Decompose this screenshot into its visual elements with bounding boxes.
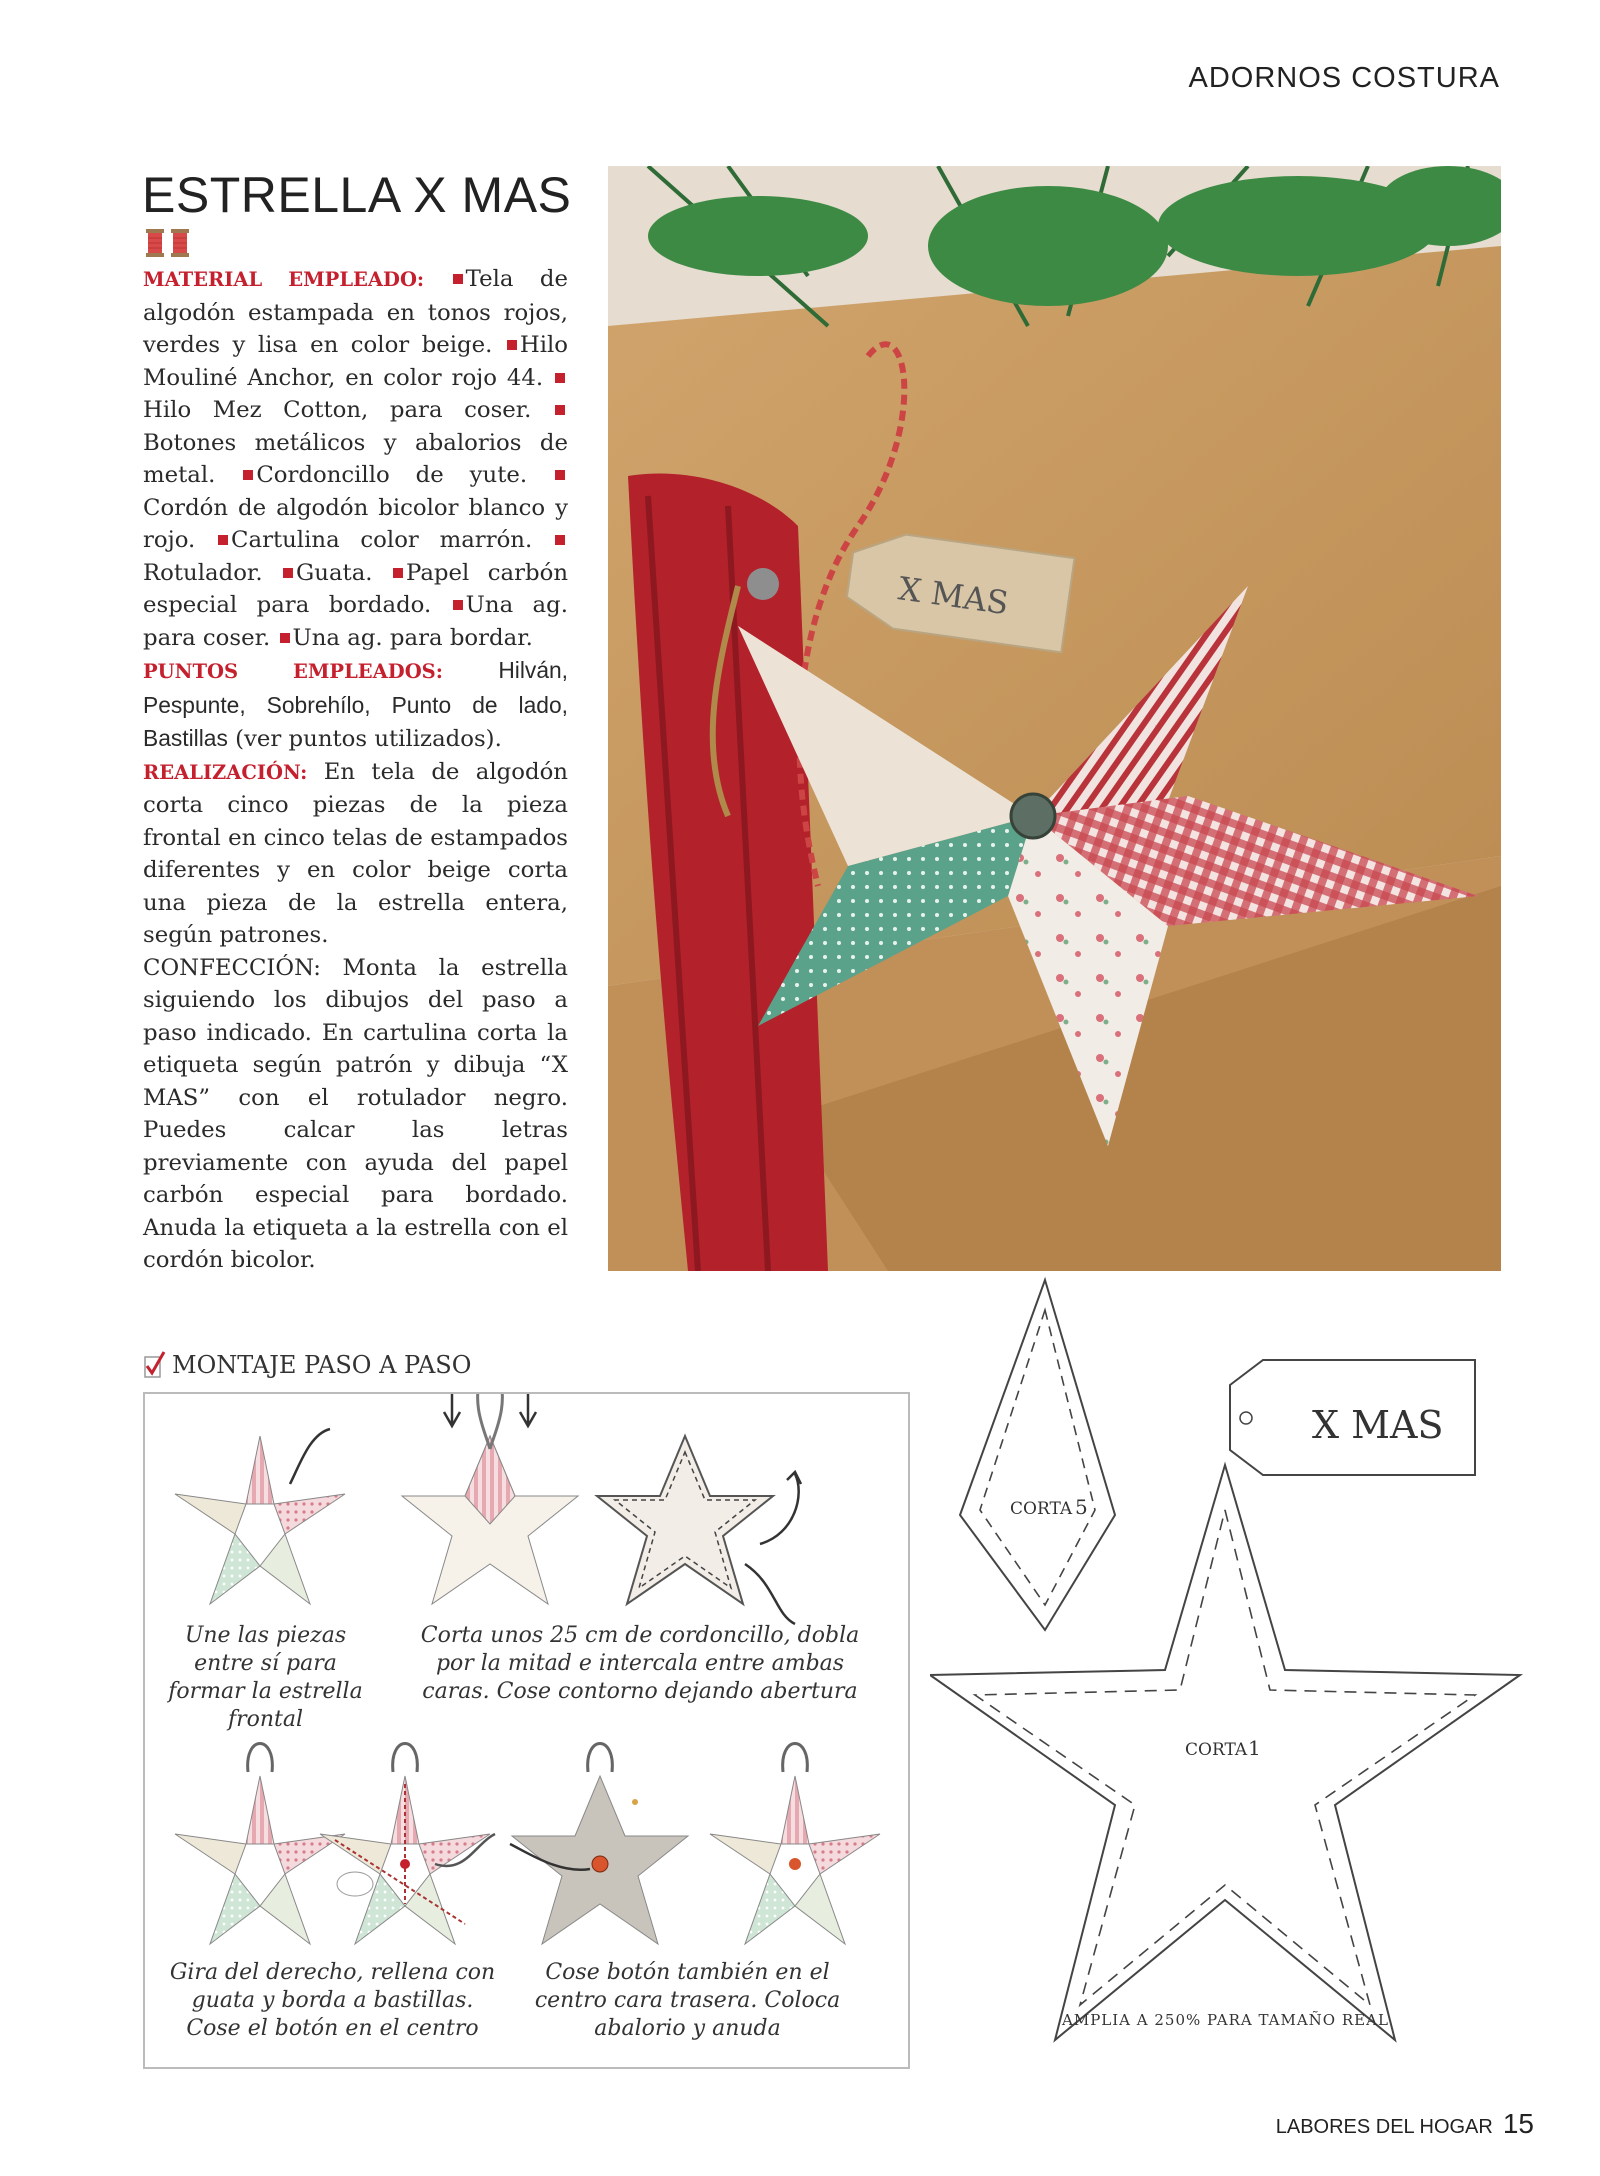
realizacion-paragraph: REALIZACIÓN: En tela de algodón corta cinco piezas de la pieza frontal en cinco telas de estampados diferentes y en color beige corta una pieza de la estrella entera, según patrones. xyxy=(143,758,568,948)
puntos-paragraph: PUNTOS EMPLEADOS: Hilván, Pespunte, Sobrehílo, Punto de lado, Bastillas (ver puntos utilizados). xyxy=(143,657,569,752)
svg-text:X MAS: X MAS xyxy=(1312,1403,1444,1447)
step-caption-3: Gira del derecho, rellena con guata y borda a bastillas. Cose el botón en el centro xyxy=(169,1960,496,2041)
step-3-illustration xyxy=(597,1436,801,1624)
instructions-text xyxy=(143,263,568,1277)
confeccion-paragraph: CONFECCIÓN: Monta la estrella siguiendo los dibujos del paso a paso indicado. En cartulina corta la etiqueta según patrón y dibuja “X MAS” con el rotulador negro. Puedes calcar las letras previamente con ayuda del papel carbón especial para bordado. Anuda la etiqueta a la estrella con el cordón bicolor. xyxy=(143,954,568,1273)
material-heading: MATERIAL EMPLEADO: xyxy=(143,268,425,291)
star-pattern xyxy=(930,1465,1520,2040)
step-caption-4: Cose botón también en el centro cara trasera. Coloca abalorio y anuda xyxy=(534,1960,841,2041)
enlarge-note: AMPLIA A 250% PARA TAMAÑO REAL xyxy=(1062,2011,1389,2029)
step-1-illustration xyxy=(175,1429,345,1604)
svg-text:CORTA: CORTA xyxy=(1010,1499,1073,1519)
product-photo xyxy=(608,166,1501,1271)
step-6-illustration xyxy=(710,1744,880,1945)
star-ornament-photo xyxy=(608,166,1501,1271)
page-number: 15 xyxy=(1502,2108,1534,2139)
step-4b-illustration xyxy=(320,1744,495,1945)
step-2-illustration xyxy=(402,1394,578,1604)
svg-text:5: 5 xyxy=(1075,1495,1088,1519)
page-title: ESTRELLA X MAS xyxy=(142,167,572,223)
spool-icon xyxy=(170,228,190,258)
step-caption-2: Corta unos 25 cm de cordoncillo, dobla por la mitad e intercala entre ambas caras. Cose contorno dejando abertura xyxy=(420,1623,860,1704)
tag-pattern xyxy=(1230,1360,1475,1475)
material-paragraph: MATERIAL EMPLEADO: Tela de algodón estampada en tonos rojos, verdes y lisa en color beige. Hilo Mouliné Anchor, en color rojo 44. Hilo Mez Cotton, para coser. Botones metálicos y abalorios de metal. Cordoncillo de yute. Cordón de algodón bicolor blanco y rojo. Cartulina color marrón. Rotulador. Guata. Papel carbón especial para bordado. Una ag. para coser. Una ag. para bordar. xyxy=(143,266,569,651)
spool-icon xyxy=(145,228,165,258)
realizacion-heading: REALIZACIÓN: xyxy=(143,760,308,784)
puntos-heading: PUNTOS EMPLEADOS: xyxy=(143,660,443,683)
step-5-illustration xyxy=(510,1744,688,1945)
difficulty-spools xyxy=(145,228,190,258)
magazine-name: LABORES DEL HOGAR xyxy=(1275,2116,1493,2138)
montaje-heading: MONTAJE PASO A PASO xyxy=(144,1351,471,1379)
diamond-pattern xyxy=(960,1280,1115,1630)
section-label: ADORNOS COSTURA xyxy=(1188,62,1500,94)
steps-box xyxy=(143,1392,910,2069)
sewing-patterns xyxy=(930,1270,1530,2050)
check-icon xyxy=(144,1351,166,1379)
svg-text:1: 1 xyxy=(1248,1736,1261,1760)
tag-text: X MAS xyxy=(895,569,1011,623)
page-footer xyxy=(1276,2108,1534,2140)
svg-text:CORTA: CORTA xyxy=(1185,1740,1248,1760)
step-caption-1: Une las piezas entre sí para formar la estrella frontal xyxy=(168,1623,363,1732)
